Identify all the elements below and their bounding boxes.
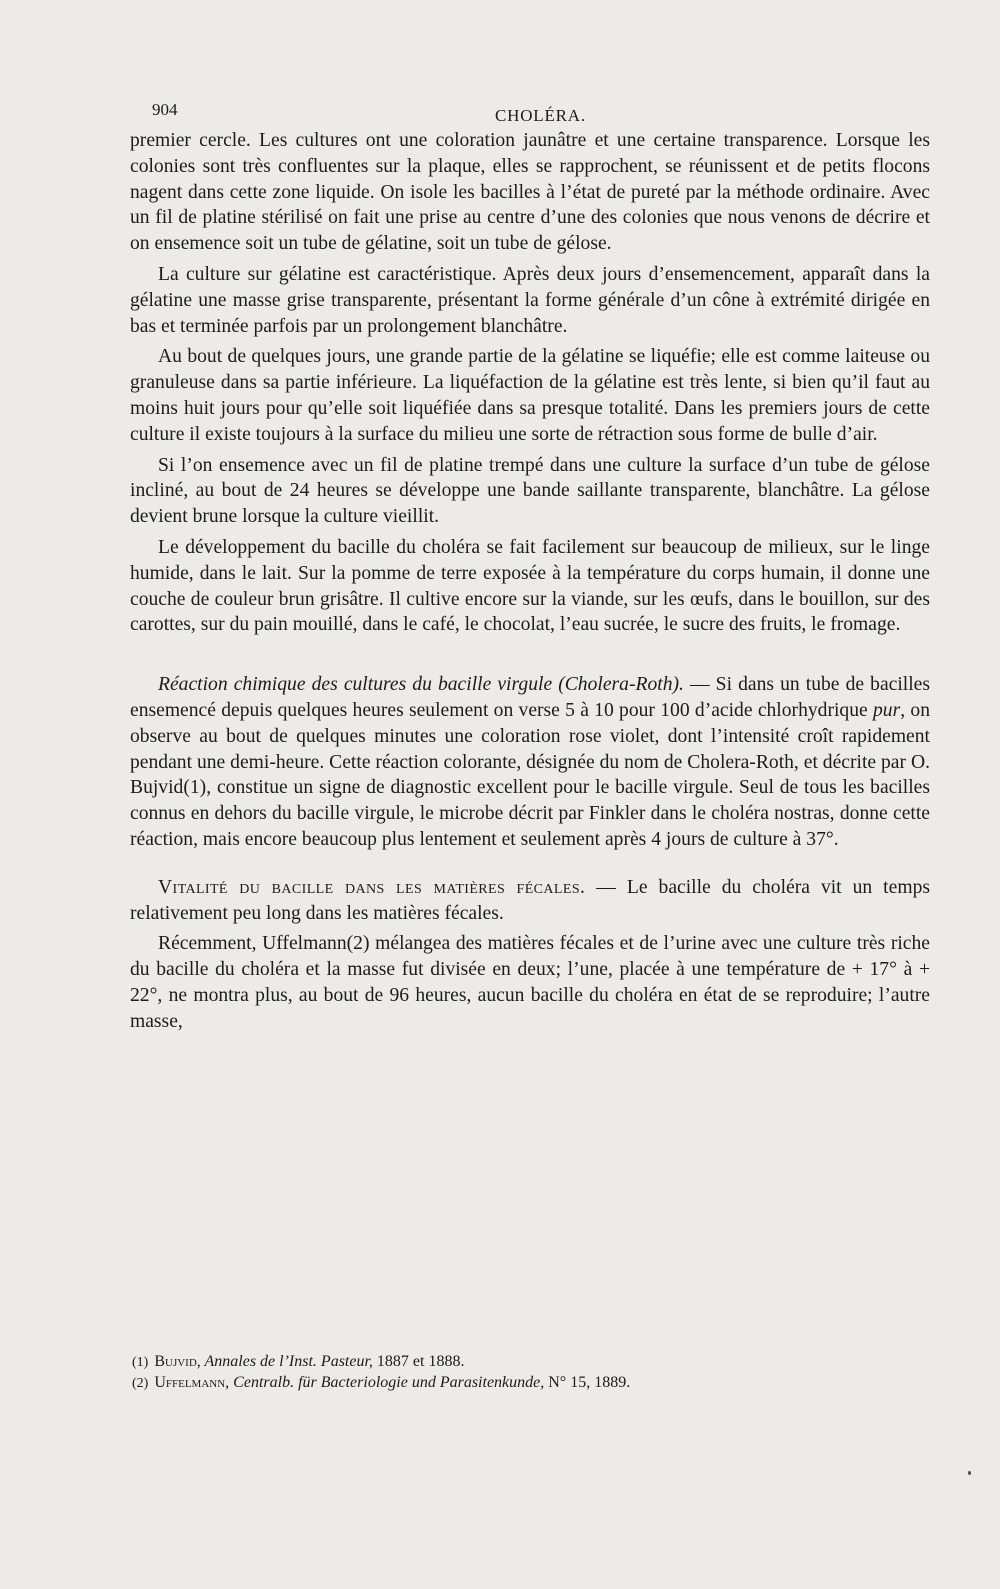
paragraph: Le développement du bacille du choléra se fait facilement sur beaucoup de milieux, sur le linge humide, dans le lait. Sur la pomme de terre exposée à la température du corps humain, il donne une couche de couleur brun grisâtre. Il cultive encore sur la viande, sur les œufs, dans le bouillon, sur des carottes, sur du pain mouillé, dans le café, le chocolat, l’eau sucrée, le sucre des fruits, le fromage.: [130, 536, 930, 636]
page-number: 904: [152, 100, 178, 119]
footnote-rest: 1887 et 1888.: [372, 1353, 465, 1370]
footnote: [132, 1373, 932, 1394]
uffelmann-text: Récemment, Uffelmann: [158, 933, 347, 955]
paragraph: La culture sur gélatine est caractéristique. Après deux jours d’ensemencement, apparaît dans la gélatine une masse grise transparente, présentant la forme générale d’un cône à extrémité dirigée en bas et terminée parfois par un prolongement blanchâtre.: [130, 263, 930, 337]
uffelmann-paragraph: [130, 931, 930, 1034]
body-text: [130, 128, 930, 1035]
footnote-title: Centralb. für Bacteriologie und Parasitenkunde,: [229, 1374, 545, 1391]
reaction-heading: Réaction chimique des cultures du bacille virgule (Cholera-Roth).: [158, 674, 684, 696]
vitalite-heading: Vitalité du bacille dans les matières fécales.: [158, 876, 586, 898]
footnotes: [132, 1352, 932, 1394]
reaction-text: — Si dans un tube de bacilles ensemencé depuis quelques heures seulement on verse 5 à 10 pour 100 d’acide chlorhydrique: [130, 674, 930, 721]
reaction-pur: pur: [873, 699, 901, 721]
footnote-ref: (2): [346, 933, 370, 955]
vitalite-text: — Le bacille du choléra vit un temps relativement peu long dans les matières fécales.: [130, 876, 930, 924]
reaction-text: , constitue un signe de diagnostic excellent pour le bacille virgule. Seul de tous les bacilles connus en dehors du bacille virgule, le microbe décrit par Finkler dans le choléra nostras, donne cette réaction, mais encore beaucoup plus lentement et seulement après 4 jours de culture à 37°.: [130, 777, 930, 850]
ink-speck: [968, 1471, 971, 1475]
footnote-ref: (1): [183, 777, 207, 799]
footnote-author: Bujvid,: [154, 1353, 201, 1370]
vitalite-paragraph: [130, 875, 930, 927]
paragraph: Au bout de quelques jours, une grande partie de la gélatine se liquéfie; elle est comme laiteuse ou granuleuse dans sa partie inférieure. La liquéfaction de la gélatine est très lente, si bien qu’il faut au moins huit jours pour qu’elle soit liquéfiée dans sa presque totalité. Dans les premiers jours de cette culture il existe toujours à la surface du milieu une sorte de rétraction sous forme de bulle d’air.: [130, 346, 930, 445]
page-header: [150, 100, 935, 126]
footnote-author: Uffelmann,: [154, 1374, 230, 1391]
footnote-mark: (1): [132, 1355, 149, 1370]
footnote-title: Annales de l’Inst. Pasteur,: [200, 1353, 373, 1370]
uffelmann-text: mélangea des matières fécales et de l’urine avec une culture très riche du bacille du choléra et la masse fut divisée en deux; l’une, placée à une température de + 17° à + 22°, ne montra plus, au bout de 96 heures, aucun bacille du choléra en état de se reproduire; l’autre masse,: [130, 933, 930, 1032]
running-title: CHOLÉRA.: [495, 106, 586, 125]
footnote-mark: (2): [132, 1376, 149, 1391]
paragraph: premier cercle. Les cultures ont une coloration jaunâtre et une certaine transparence. Lorsque les colonies sont très confluentes sur la plaque, elles se rapprochent, se réunissent et de petits flocons nagent dans cette zone liquide. On isole les bacilles à l’état de pureté par la méthode ordinaire. Avec un fil de platine stérilisé on fait une prise au centre d’une des colonies que nous venons de décrire et on ensemence soit un tube de gélatine, soit un tube de gélose.: [130, 130, 930, 255]
reaction-text: , on observe au bout de quelques minutes une coloration rose violet, dont l’intensité croît rapidement pendant une demi-heure. Cette réaction colorante, désignée du nom de Cholera-Roth, et décrite par O. Bujvid: [130, 699, 930, 799]
footnote-rest: N° 15, 1889.: [544, 1374, 631, 1391]
paragraph: Si l’on ensemence avec un fil de platine trempé dans une culture la surface d’un tube de gélose incliné, au bout de 24 heures se développe une bande saillante transparente, blanchâtre. La gélose devient brune lorsque la culture vieillit.: [130, 454, 930, 528]
reaction-paragraph: [130, 672, 930, 853]
footnote: [132, 1352, 932, 1373]
